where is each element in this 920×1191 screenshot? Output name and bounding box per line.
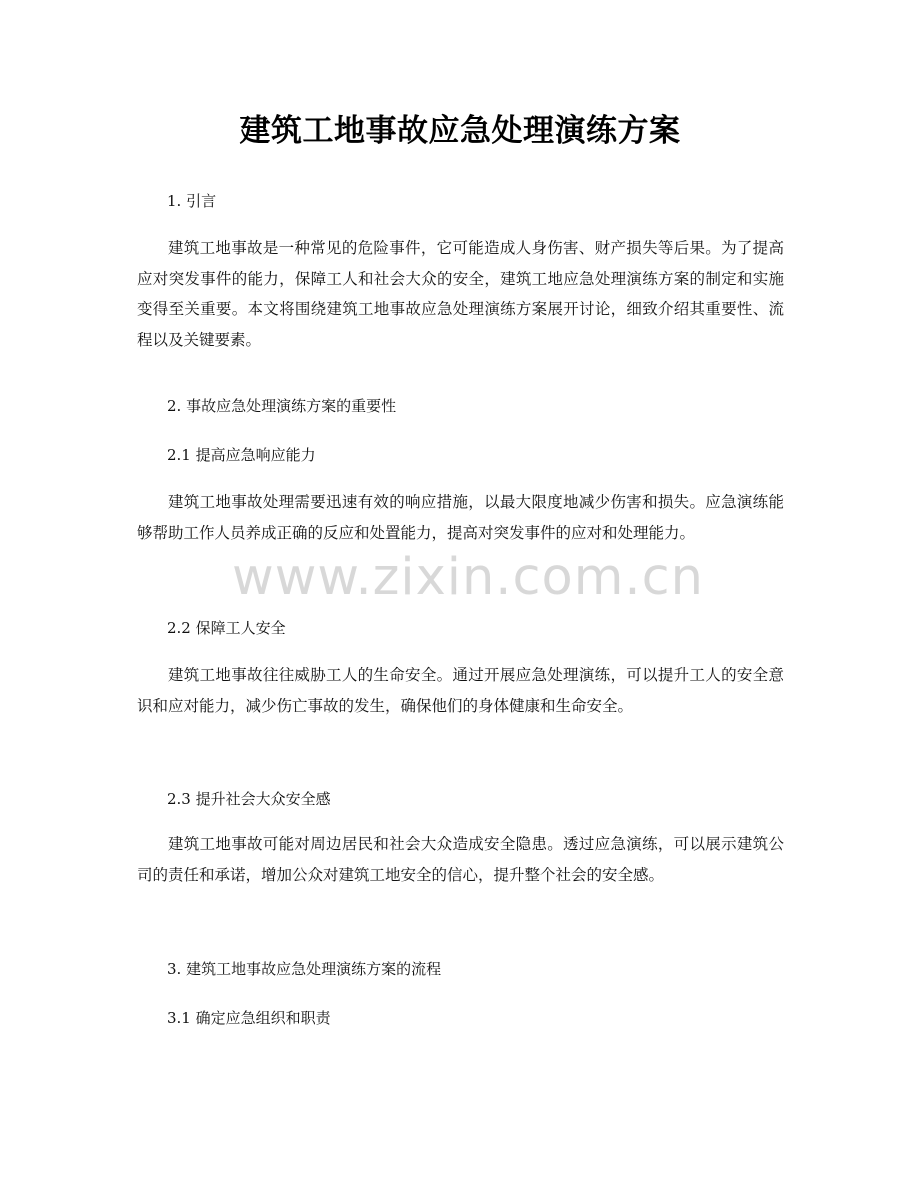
subsection-heading-2-2: 2.2 保障工人安全: [167, 619, 286, 637]
section-heading-introduction: 1. 引言: [167, 192, 217, 210]
document-title: 建筑工地事故应急处理演练方案: [239, 113, 681, 149]
section-heading-importance: 2. 事故应急处理演练方案的重要性: [167, 397, 397, 415]
subsection-heading-2-3: 2.3 提升社会大众安全感: [167, 790, 331, 808]
section-heading-process: 3. 建筑工地事故应急处理演练方案的流程: [167, 960, 442, 978]
watermark-text: www.zixin.com.cn: [232, 548, 704, 607]
paragraph-introduction: 建筑工地事故是一种常见的危险事件，它可能造成人身伤害、财产损失等后果。为了提高应对突发事件的能力，保障工人和社会大众的安全，建筑工地应急处理演练方案的制定和实施变得至关重要。本文将围绕建筑工地事故应急处理演练方案展开讨论，细致介绍其重要性、流程以及关键要素。: [137, 239, 784, 349]
subsection-heading-3-1: 3.1 确定应急组织和职责: [167, 1009, 331, 1027]
paragraph-2-1: 建筑工地事故处理需要迅速有效的响应措施，以最大限度地减少伤害和损失。应急演练能够帮助工作人员养成正确的反应和处置能力，提高对突发事件的应对和处理能力。: [137, 493, 784, 542]
paragraph-2-3: 建筑工地事故可能对周边居民和社会大众造成安全隐患。透过应急演练，可以展示建筑公司的责任和承诺，增加公众对建筑工地安全的信心，提升整个社会的安全感。: [137, 835, 784, 884]
subsection-heading-2-1: 2.1 提高应急响应能力: [167, 446, 316, 464]
paragraph-2-2: 建筑工地事故往往威胁工人的生命安全。通过开展应急处理演练，可以提升工人的安全意识和应对能力，减少伤亡事故的发生，确保他们的身体健康和生命安全。: [137, 666, 784, 715]
